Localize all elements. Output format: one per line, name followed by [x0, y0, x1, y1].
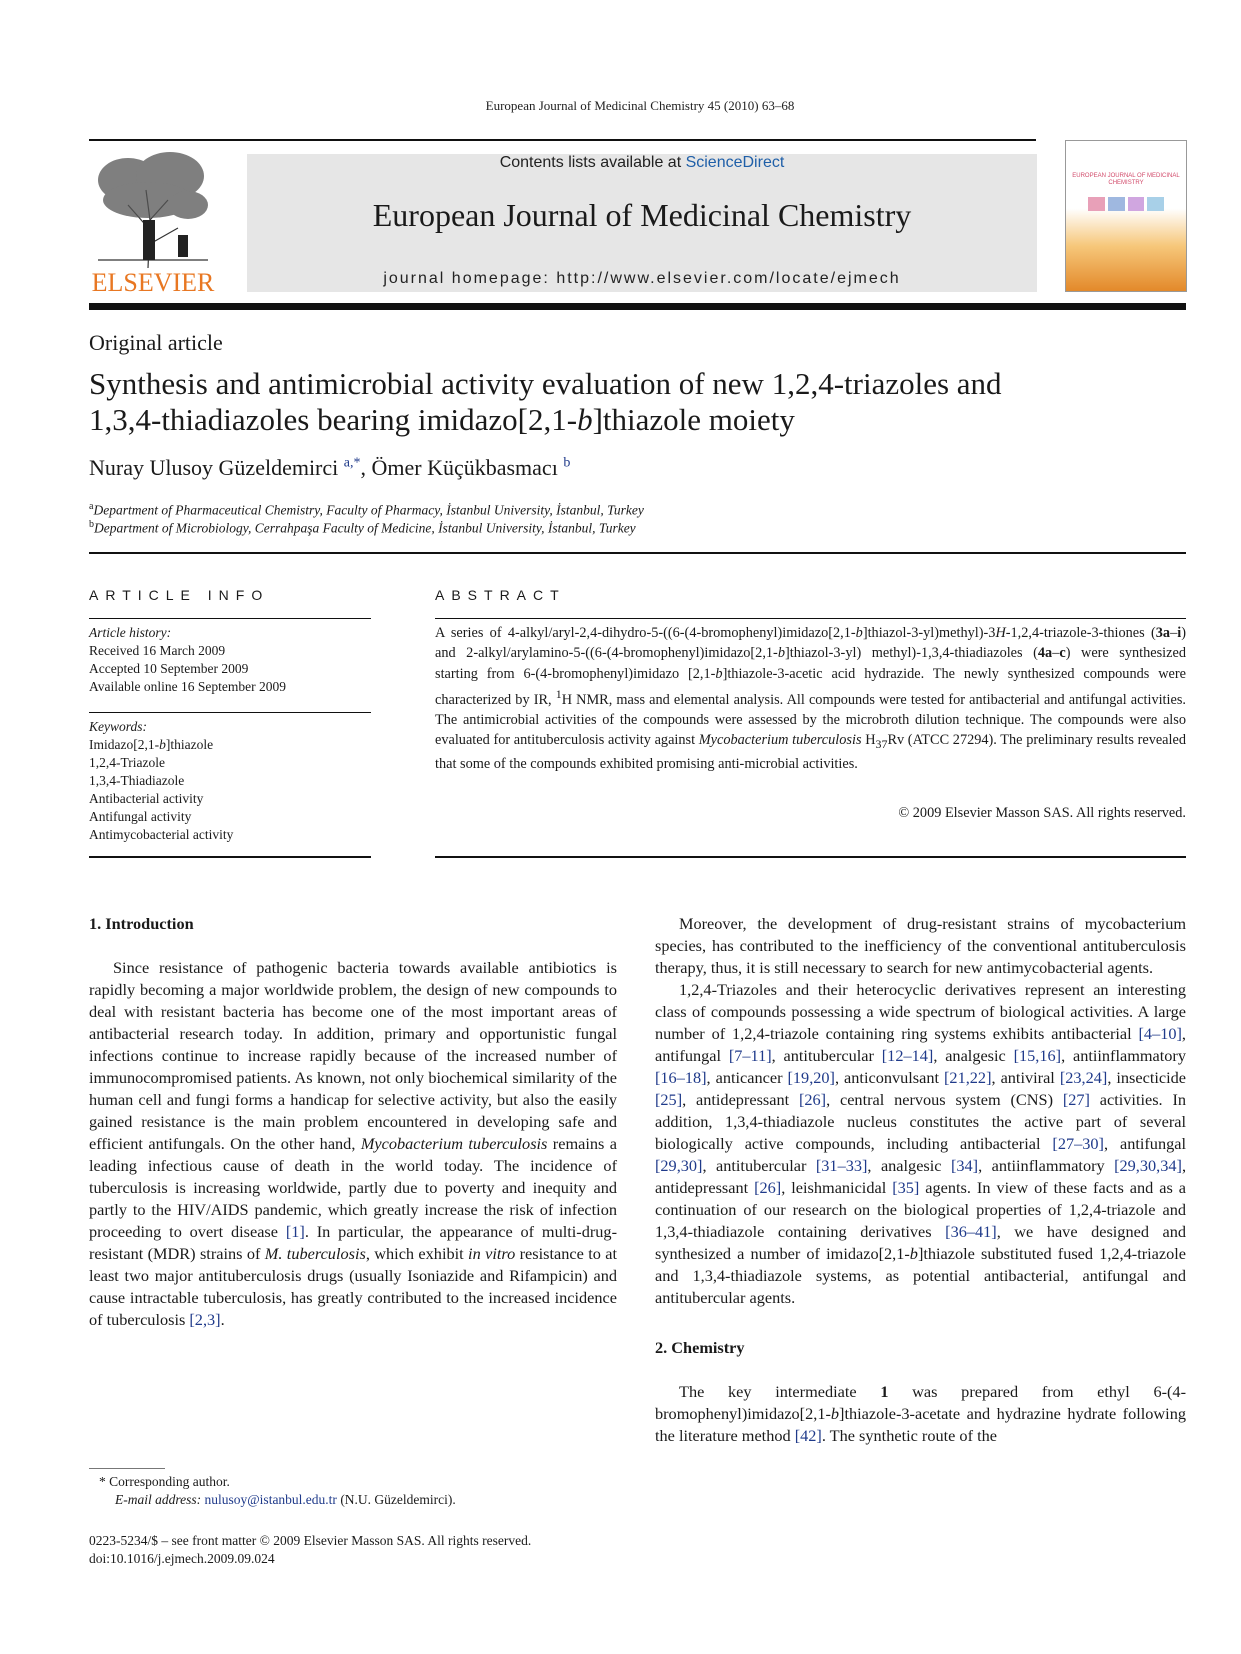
abstract-copyright: © 2009 Elsevier Masson SAS. All rights reserved. — [898, 805, 1186, 821]
citation-link[interactable]: [27–30] — [1052, 1134, 1104, 1153]
elsevier-logo — [88, 150, 218, 295]
journal-title: European Journal of Medicinal Chemistry — [372, 197, 912, 233]
citation-link[interactable]: [34] — [950, 1156, 979, 1175]
citation-link[interactable]: [4–10] — [1138, 1024, 1182, 1043]
left-column — [89, 913, 617, 1331]
header-rule — [89, 139, 1036, 141]
affiliation-b — [89, 519, 636, 537]
citation-link[interactable]: [12–14] — [881, 1046, 934, 1065]
email-label: E-mail address: — [115, 1492, 205, 1507]
author-affiliation-mark[interactable]: a,* — [343, 455, 361, 471]
abstract-rule — [435, 618, 1186, 619]
citation-link[interactable]: [7–11] — [728, 1046, 772, 1065]
email-link[interactable]: nulusoy@istanbul.edu.tr — [204, 1492, 337, 1507]
footnote-star: * — [99, 1474, 106, 1489]
affil-mark: a — [89, 501, 94, 512]
citation-link[interactable]: [31–33] — [815, 1156, 868, 1175]
citation-link[interactable]: [25] — [655, 1090, 683, 1109]
intro-paragraph: Since resistance of pathogenic bacteria towards available antibiotics is rapidly becoming a major worldwide problem, the design of new compounds to deal with resistant bacteria has become one of the most important areas of antibacterial research today. In addition, primary and opportunistic fungal infections continue to increase rapidly because of the increased number of immunocompromised patients. As known, not only biochemical similarity of the human cell and fungi forms a handicap for selective activity, but also the easily gained resistance is the main problem encountered in developing safe and efficient antifungals. On the other hand, Mycobacterium tuberculosis remains a leading infectious cause of death in the world today. The incidence of tuberculosis is increasing worldwide, partly due to poverty and inequity and partly to the HIV/AIDS pandemic, which greatly increase the risk of infection proceeding to overt disease [1]. In particular, the appearance of multi-drug-resistant (MDR) strains of M. tuberculosis, which exhibit in vitro resistance to at least two major antituberculosis drugs (usually Isoniazide and Rifampicin) and cause intractable tuberculosis, has greatly contributed to the increased incidence of tuberculosis [2,3]. — [89, 958, 617, 1329]
keyword — [89, 736, 371, 754]
citation-link[interactable]: [21,22] — [944, 1068, 992, 1087]
history-label: Article history: — [89, 625, 172, 640]
keywords-label: Keywords: — [89, 719, 147, 734]
issn-line: 0223-5234/$ – see front matter © 2009 Elsevier Masson SAS. All rights reserved. — [89, 1533, 532, 1548]
affiliation-a — [89, 501, 644, 519]
title-part: ]thiazole moiety — [592, 402, 795, 437]
journal-homepage[interactable]: journal homepage: http://www.elsevier.com/locate/ejmech — [383, 270, 901, 287]
cover-graphic — [1088, 197, 1164, 211]
contents-prefix: Contents lists available at — [499, 154, 686, 171]
intro-paragraph: 1,2,4-Triazoles and their heterocyclic derivatives represent an interesting class of compounds possessing a wide spectrum of biological activities. A large number of 1,2,4-triazole containing ring systems exhibits antibacterial [4–10], antifungal [7–11], antitubercular [12–14], analgesic [15,16], antiinflammatory [16–18], anticancer [19,20], anticonvulsant [21,22], antiviral [23,24], insecticide [25], antidepressant [26], central nervous system (CNS) [27] activities. In addition, 1,3,4-thiadiazole nucleus constitutes the active part of several biologically active compounds, including antibacterial [27–30], antifungal [29,30], antitubercular [31–33], analgesic [34], antiinflammatory [29,30,34], antidepressant [26], leishmanicidal [35] agents. In view of these facts and as a continuation of our research on the biological properties of 1,2,4-triazole and 1,3,4-thiadiazole containing derivatives [36–41], we have designed and synthesized a number of imidazo[2,1-b]thiazole substituted fused 1,2,4-triazole and 1,3,4-thiadiazole systems, as potential antibacterial, antifungal and antitubercular agents. — [655, 980, 1187, 1307]
citation-link[interactable]: [42] — [794, 1426, 822, 1445]
elsevier-wordmark: ELSEVIER — [91, 268, 215, 297]
issn-doi-block — [89, 1532, 531, 1568]
right-column — [655, 913, 1186, 1447]
online-date: Available online 16 September 2009 — [89, 679, 286, 694]
contents-line — [247, 154, 1037, 172]
title-line-2 — [89, 402, 1189, 438]
abstract-rule-bottom — [435, 856, 1186, 858]
abstract-text: A series of 4-alkyl/aryl-2,4-dihydro-5-((6-(4-bromophenyl)imidazo[2,1-b]thiazol-3-yl)methyl)-3H-1,2,4-triazole-3-thiones (3a–i) and 2-alkyl/arylamino-5-((6-(4-bromophenyl)imidazo[2,1-b]thiazol-3-yl) methyl)-1,3,4-thiadiazoles (4a–c) were synthesized starting from 6-(4-bromophenyl)imidazo [2,1-b]thiazole-3-acetic acid hydrazide. The newly synthesized compounds were characterized by IR, $^1$H NMR, mass and elemental analysis. All compounds were tested for antibacterial and antifungal activities. The antimicrobial activities of the compounds were assessed by the microbroth dilution technique. The compounds were also evaluated for antituberculosis activity against Mycobacterium tuberculosis $H_{37}Rv$ (ATCC 27294). The preliminary results revealed that some of the compounds exhibited promising anti-microbial activities. — [435, 625, 1186, 773]
citation-link[interactable]: [29,30] — [655, 1156, 703, 1175]
article-title — [89, 366, 1189, 438]
affil-text: Department of Microbiology, Cerrahpaşa Faculty of Medicine, İstanbul University, İstanbul, Turkey — [94, 520, 636, 536]
corresponding-author-footnote — [99, 1473, 456, 1509]
citation-link[interactable]: [35] — [892, 1178, 920, 1197]
citation-link[interactable]: [19,20] — [787, 1068, 835, 1087]
intro-paragraph: Moreover, the development of drug-resistant strains of mycobacterium species, has contributed to the inefficiency of the conventional antituberculosis therapy, thus, it is still necessary to search for new antimycobacterial agents. — [655, 914, 1186, 977]
journal-banner — [247, 154, 1037, 292]
citation-link[interactable]: [2,3] — [189, 1310, 221, 1329]
citation-link[interactable]: [15,16] — [1013, 1046, 1062, 1065]
author-separator: , — [360, 455, 372, 480]
accepted-date: Accepted 10 September 2009 — [89, 661, 249, 676]
footnote-line — [99, 1473, 456, 1491]
affil-mark: b — [89, 519, 94, 530]
footnote-email-line — [99, 1491, 456, 1509]
title-part: 1,3,4-thiadiazoles bearing imidazo[2,1- — [89, 402, 578, 437]
citation-link[interactable]: [16–18] — [655, 1068, 707, 1087]
keyword: Antimycobacterial activity — [89, 827, 234, 842]
intro-heading: 1. Introduction — [89, 914, 194, 933]
title-part-italic: b — [577, 402, 593, 437]
article-type: Original article — [89, 330, 223, 355]
info-rule-bottom — [89, 856, 371, 858]
sciencedirect-link[interactable]: ScienceDirect — [685, 154, 785, 171]
chemistry-heading: 2. Chemistry — [655, 1338, 745, 1357]
journal-cover-thumbnail — [1065, 140, 1187, 292]
citation-link[interactable]: [36–41] — [945, 1222, 997, 1241]
author-name: Nuray Ulusoy Güzeldemirci — [89, 455, 339, 480]
title-rule — [89, 552, 1186, 554]
received-date: Received 16 March 2009 — [89, 643, 226, 658]
doi-line[interactable]: doi:10.1016/j.ejmech.2009.09.024 — [89, 1551, 275, 1566]
citation-link[interactable]: [27] — [1062, 1090, 1090, 1109]
keywords — [89, 718, 371, 844]
author-affiliation-mark[interactable]: b — [563, 455, 571, 471]
tree-icon — [88, 150, 218, 268]
cover-title: EUROPEAN JOURNAL OF MEDICINAL CHEMISTRY — [1072, 173, 1180, 186]
header-thick-rule — [89, 303, 1186, 310]
citation-link[interactable]: [26] — [798, 1090, 827, 1109]
citation-link[interactable]: [23,24] — [1059, 1068, 1108, 1087]
citation-link[interactable]: [1] — [285, 1222, 305, 1241]
citation-link[interactable]: [26] — [754, 1178, 782, 1197]
author-name: Ömer Küçükbasmacı — [371, 455, 558, 480]
keyword-part: ]thiazole — [165, 737, 214, 752]
footnote-corresponding: Corresponding author. — [109, 1474, 230, 1489]
keyword: 1,3,4-Thiadiazole — [89, 773, 185, 788]
info-rule — [89, 618, 371, 619]
keyword-part: Imidazo[2,1- — [89, 737, 160, 752]
abstract-heading: ABSTRACT — [435, 587, 566, 603]
title-line-1: Synthesis and antimicrobial activity evaluation of new 1,2,4-triazoles and — [89, 366, 1002, 401]
footnote-rule — [89, 1468, 165, 1469]
article-history — [89, 624, 371, 696]
citation-link[interactable]: [29,30,34] — [1114, 1156, 1182, 1175]
keyword-part-italic: b — [159, 737, 166, 752]
email-owner: (N.U. Güzeldemirci). — [336, 1492, 456, 1507]
article-info-heading: ARTICLE INFO — [89, 587, 270, 603]
keyword: Antibacterial activity — [89, 791, 204, 806]
keyword: 1,2,4-Triazole — [89, 755, 165, 770]
info-rule — [89, 712, 371, 713]
keyword: Antifungal activity — [89, 809, 192, 824]
journal-reference: European Journal of Medicinal Chemistry 45 (2010) 63–68 — [485, 98, 795, 113]
author-list — [89, 455, 570, 481]
affil-text: Department of Pharmaceutical Chemistry, Faculty of Pharmacy, İstanbul University, İstanbul, Turkey — [93, 502, 644, 518]
chemistry-paragraph: The key intermediate 1 was prepared from ethyl 6-(4-bromophenyl)imidazo[2,1-b]thiazole-3-acetate and hydrazine hydrate following the literature method [42]. The synthetic route of the — [655, 1382, 1186, 1445]
